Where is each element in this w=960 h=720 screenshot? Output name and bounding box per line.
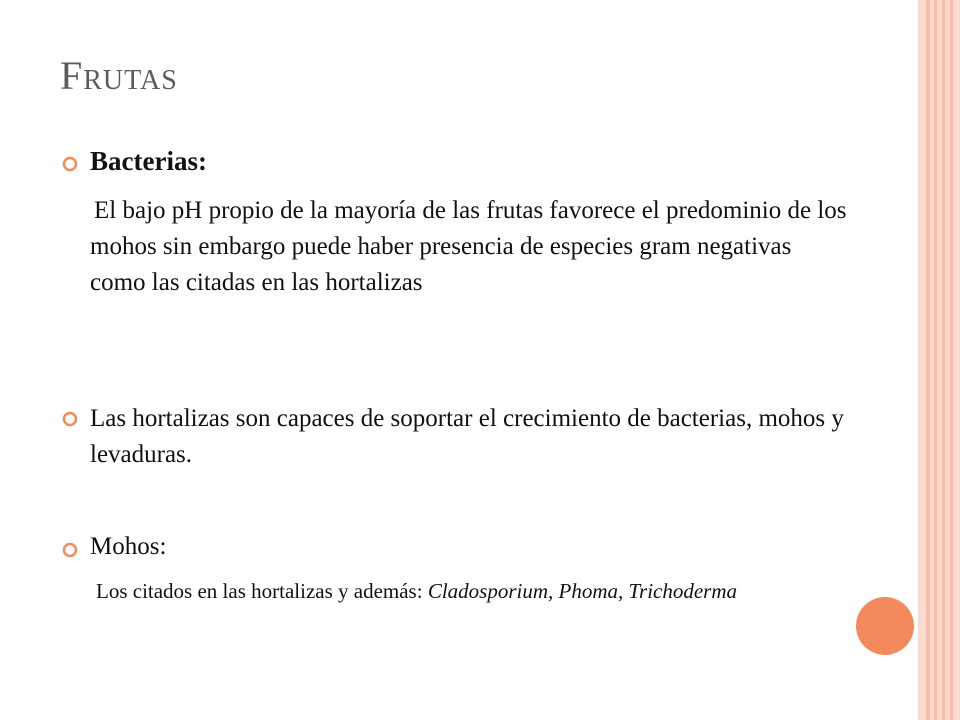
mohos-subtext: [96, 577, 888, 605]
right-decorative-border: [918, 0, 960, 720]
border-stripe: [934, 0, 937, 720]
mohos-subtext-prefix: Los citados en las hortalizas y además:: [96, 579, 428, 603]
bullet-icon: [62, 411, 78, 427]
bullet-hortalizas: Las hortalizas son capaces de soportar el crecimiento de bacterias, mohos y levaduras.: [90, 405, 844, 468]
border-stripe: [950, 0, 953, 720]
mohos-genera: Cladosporium, Phoma, Trichoderma: [427, 579, 738, 603]
bullet-icon: [62, 542, 78, 558]
bacterias-paragraph: El bajo pH propio de la mayoría de las frutas favorece el predominio de los mohos sin embargo puede haber presencia de especies gram negativas como las citadas en las hortalizas: [90, 197, 847, 296]
border-stripe: [926, 0, 930, 720]
bullet-heading-mohos: Mohos:: [90, 533, 167, 560]
bullet-heading-bacterias: Bacterias:: [90, 146, 207, 176]
decorative-orange-circle: [856, 597, 914, 655]
border-stripe: [942, 0, 945, 720]
bullet-icon: [62, 156, 78, 172]
slide-title: Frutas: [60, 53, 178, 98]
